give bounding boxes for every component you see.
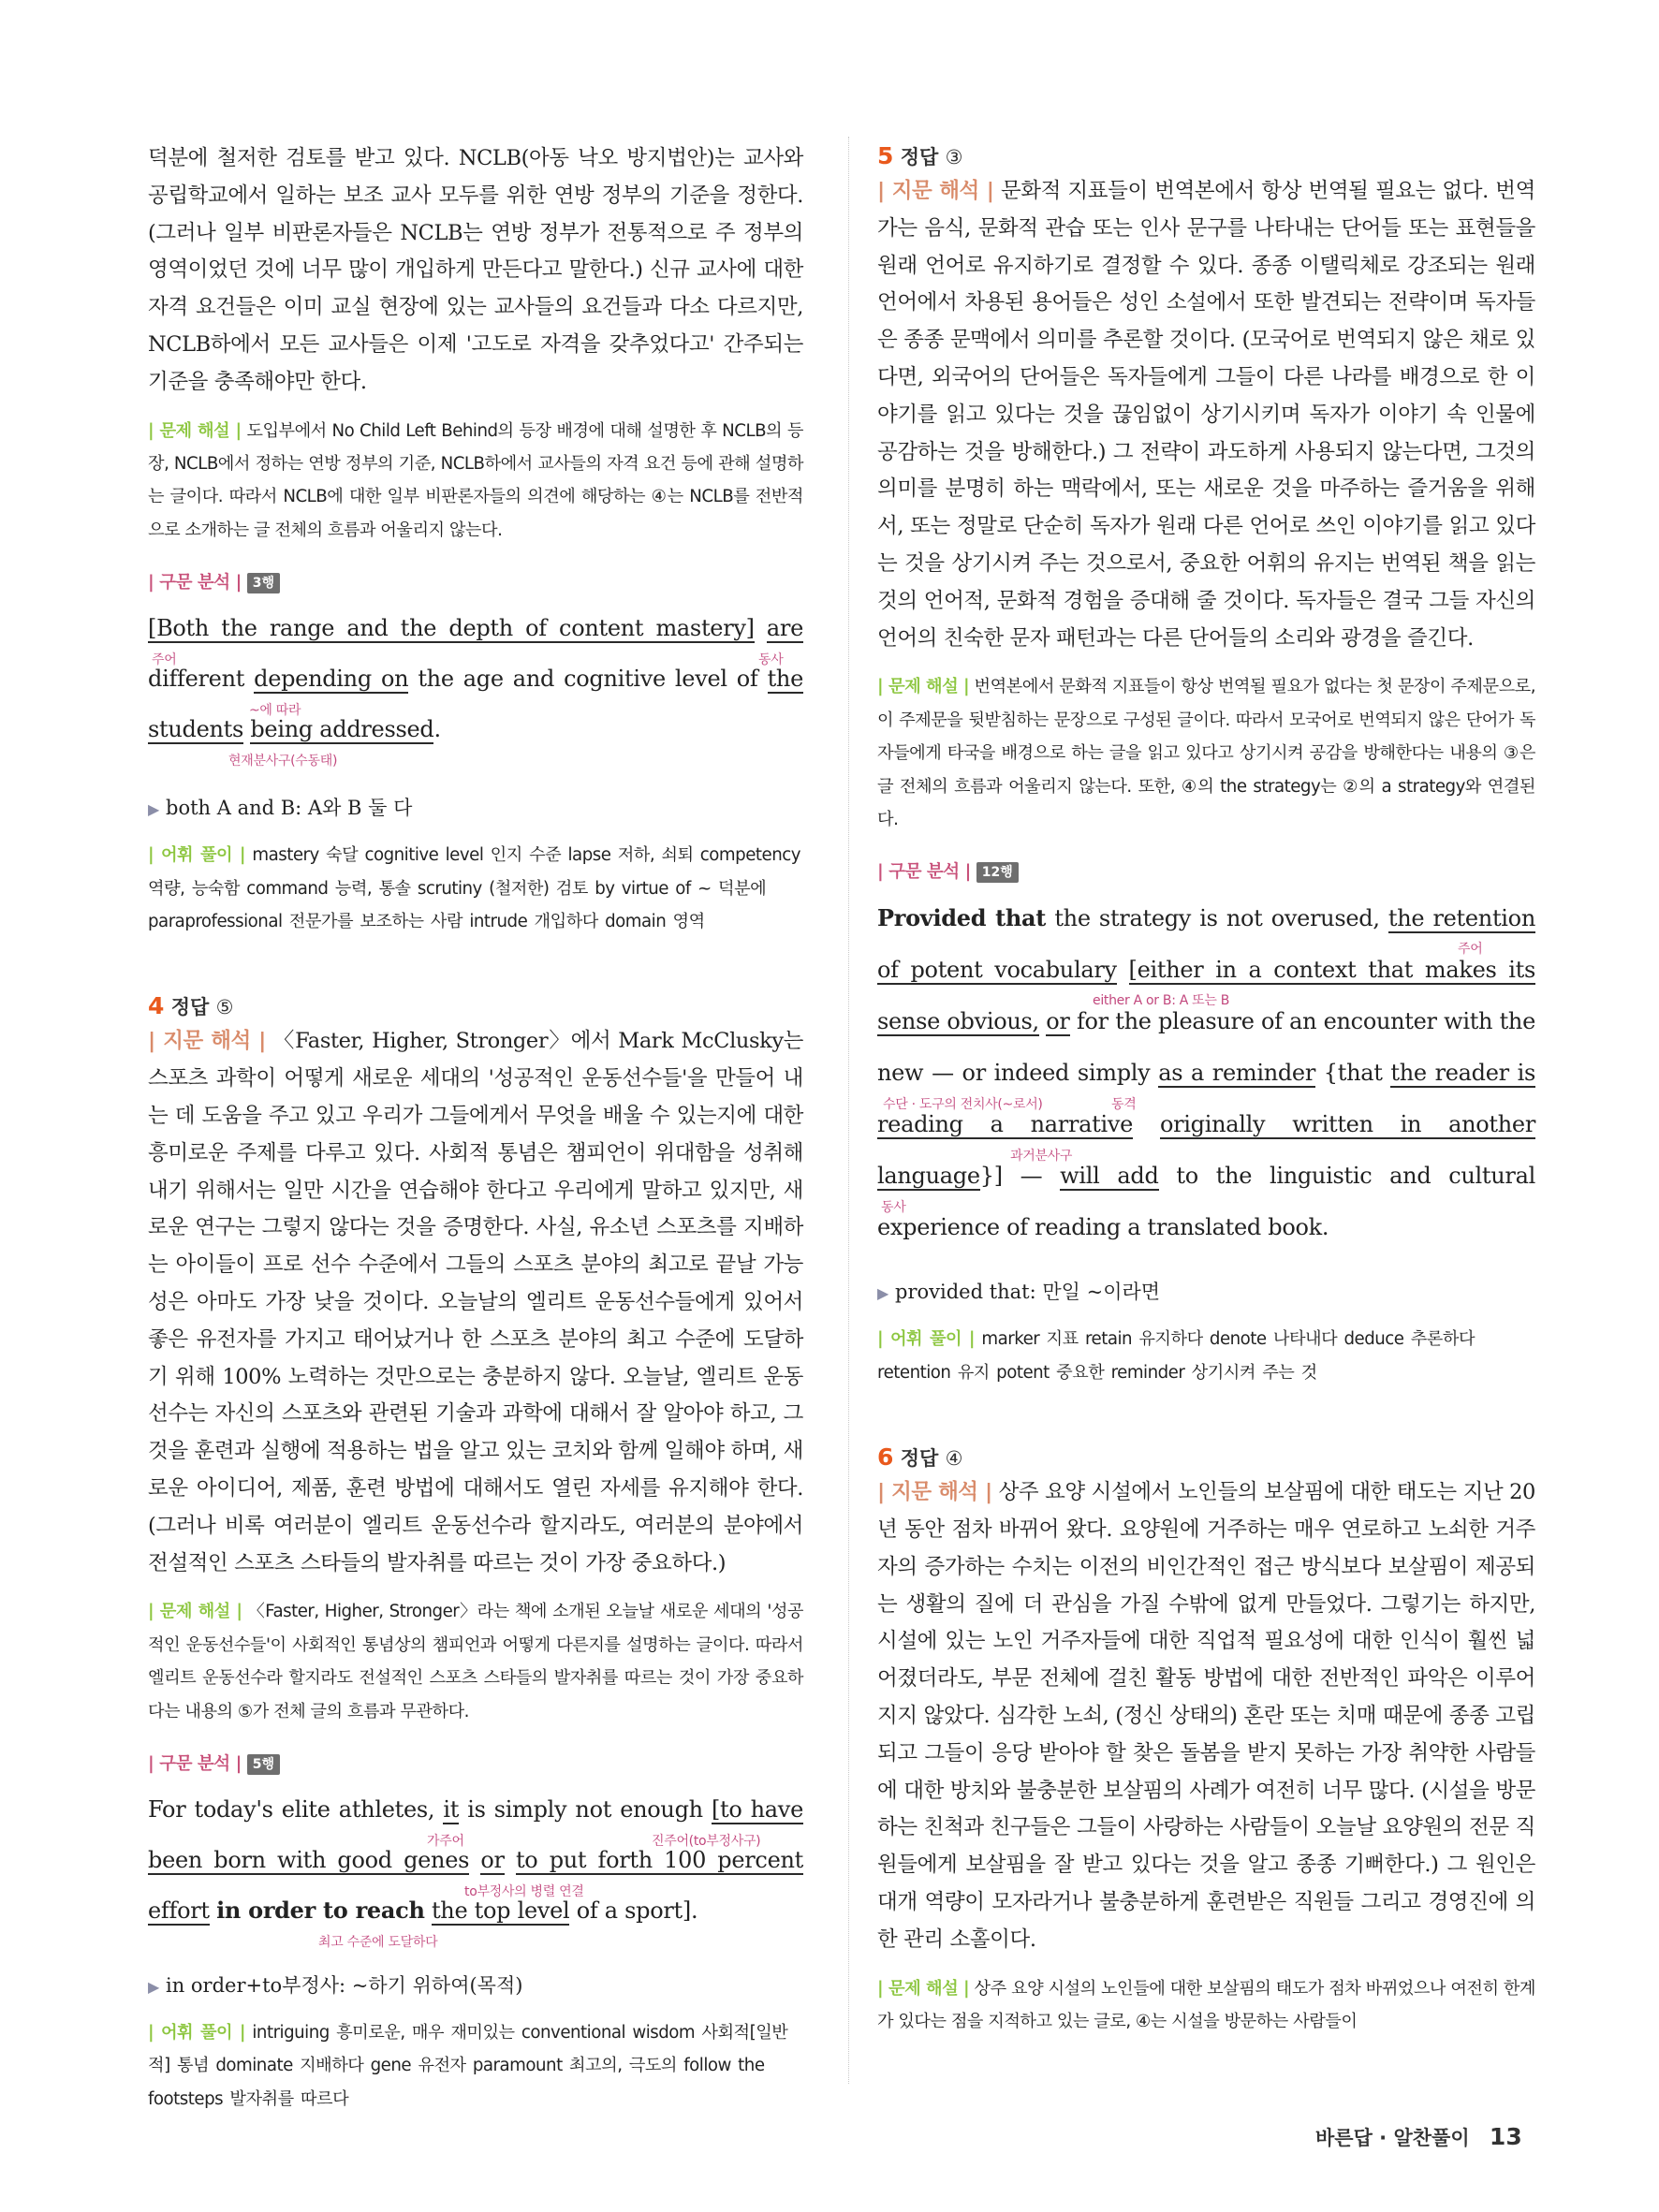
q4-in-order-to: in order to reach <box>216 1897 425 1924</box>
q3-ann-depending: ~에 따라 <box>249 703 301 719</box>
q5-text-13: to the linguistic and cultural experience of reading a translated book. <box>877 1163 1535 1241</box>
q4-ann-reach: 최고 수준에 도달하다 <box>318 1935 438 1950</box>
q5-answer: ③ <box>945 146 963 168</box>
q3-note-text: both A and B: A와 B 둘 다 <box>166 797 413 820</box>
q3-explain-text: 도입부에서 No Child Left Behind의 등장 배경에 대해 설명한 후 NCLB의 등장, NCLB에서 정하는 연방 정부의 기준, NCLB하에서 교사들의 자격 요건 등에 관해 설명하는 글이다. 따라서 NCLB에 대한 일부 비판론자들의 의견에 해당하는 ④는 NCLB를 전반적으로 소개하는 글 전체의 흐름과 어울리지 않는다. <box>148 420 803 540</box>
q4-grammar-heading <box>148 1749 803 1780</box>
q5-that: {that <box>1323 1060 1383 1087</box>
q5-explain-text: 번역본에서 문화적 지표들이 항상 번역될 필요가 없다는 첫 문장이 주제문으로, 이 주제문을 뒷받침하는 문장으로 구성된 글이다. 따라서 모국어로 번역되지 않은 단어가 독자들에게 타국을 배경으로 하는 글을 읽고 있다고 상기시켜 공감을 방해한다는 내용의 ③은 글 전체의 흐름과 어울리지 않는다. 또한, ④의 the strategy는 ②의 a strategy와 연결된다. <box>877 677 1535 829</box>
q3-vocab-tag: | 어휘 풀이 | <box>148 845 246 866</box>
q3-being-addressed: being addressed <box>250 716 434 743</box>
q3-ann-participle: 현재분사구(수동태) <box>228 754 338 769</box>
column-divider <box>848 137 849 2084</box>
q4-vocabulary <box>148 2016 803 2116</box>
note-arrow-icon: ▶ <box>148 800 160 819</box>
q4-passage-tag: | 지문 해석 | <box>148 1029 266 1054</box>
q3-ann-verb: 동사 <box>758 652 784 668</box>
left-column <box>148 140 803 2116</box>
q5-number: 5 <box>877 142 894 169</box>
q5-grammar-tag: | 구문 분석 | <box>877 862 971 883</box>
q4-grammar-sentence <box>148 1784 803 1950</box>
q4-note-text: in order+to부정사: ~하기 위하여(목적) <box>166 1974 523 1997</box>
q5-passage <box>877 173 1535 657</box>
q4-grammar-tag: | 구문 분석 | <box>148 1754 242 1774</box>
q5-explain-tag: | 문제 해설 | <box>877 677 970 697</box>
q5-or: or <box>1046 1008 1070 1035</box>
q4-or: or <box>480 1847 505 1873</box>
q4-vocab-tag: | 어휘 풀이 | <box>148 2023 246 2043</box>
q4-it: it <box>443 1796 460 1823</box>
q5-vocab-tag: | 어휘 풀이 | <box>877 1329 976 1350</box>
q3-text-3: different <box>148 666 245 693</box>
q4-ann-real-subject: 진주어(to부정사구) <box>652 1834 761 1849</box>
q3-vocabulary <box>148 839 803 938</box>
q3-line-badge: 3행 <box>247 573 280 593</box>
q6-answer: ④ <box>945 1447 963 1471</box>
q5-grammar-heading <box>877 857 1535 888</box>
q5-ann-subject: 주어 <box>1458 942 1483 958</box>
q6-explain-text: 상주 요양 시설의 노인들에 대한 보살핌의 태도가 점차 바뀌었으나 여전히 한계가 있다는 점을 지적하고 있는 글로, ④는 시설을 방문하는 사람들이 <box>877 1978 1535 2031</box>
q5-note-text: provided that: 만일 ~이라면 <box>895 1281 1161 1304</box>
q4-label: 정답 <box>170 996 210 1019</box>
q5-ann-means: 수단 · 도구의 전치사(~로서) <box>883 1097 1043 1113</box>
q4-vocab-text: intriguing 흥미로운, 매우 재미있는 conventional wisdom 사회적[일반적] 통념 dominate 지배하다 gene 유전자 paramount 최고의, 극도의 follow the footsteps 발자취를 따르다 <box>148 2023 788 2109</box>
q6-label: 정답 <box>900 1447 939 1471</box>
q6-answer-heading <box>877 1442 1535 1474</box>
q5-subject: the retention of potent vocabulary <box>877 905 1535 984</box>
q3-subject: [Both the range and the depth of content mastery] <box>148 615 755 642</box>
q4-explain-text: 〈Faster, Higher, Stronger〉라는 책에 소개된 오늘날 새로운 세대의 '성공적인 운동선수들'이 사회적인 통념상의 챔피언과 어떻게 다른지를 설명하는 글이다. 따라서 엘리트 운동선수라 할지라도 전설적인 스포츠 스타들의 발자취를 따르는 것이 가장 중요하다는 내용의 ⑤가 전체 글의 흐름과 무관하다. <box>148 1602 803 1721</box>
q4-passage-text: 〈Faster, Higher, Stronger〉에서 Mark McClusky는 스포츠 과학이 어떻게 새로운 세대의 '성공적인 운동선수들'을 만들어 내는 데 도움을 주고 있고 우리가 그들에게서 무엇을 배울 수 있는지에 대한 흥미로운 주제를 다루고 있다. 사회적 통념은 챔피언이 위대함을 성취해 내기 위해서는 일만 시간을 연습해야 한다고 우리에게 말하고 있지만, 새로운 연구는 그렇지 않다는 것을 증명한다. 사실, 유소년 스포츠를 지배하는 아이들이 프로 선수 수준에서 그들의 스포츠 분야의 최고로 끝날 가능성은 아마도 가장 낮을 것이다. 오늘날의 엘리트 운동선수들에게 있어서 좋은 유전자를 가지고 태어났거나 한 스포츠 분야의 최고 수준에 도달하기 위해 100% 노력하는 것만으로는 충분하지 않다. 오늘날, 엘리트 운동선수는 자신의 스포츠와 관련된 기술과 과학에 대해서 잘 알아야 하고, 그것을 훈련과 실행에 적용하는 법을 알고 있는 코치와 함께 일해야 하며, 새로운 아이디어, 제품, 훈련 방법에 대해서도 열린 자세를 유지해야 한다. (그러나 비록 여러분이 엘리트 운동선수라 할지라도, 여러분의 분야에서 전설적인 스포츠 스타들의 발자취를 따르는 것이 가장 중요하다.) <box>148 1029 803 1575</box>
q5-vocab-text: marker 지표 retain 유지하다 denote 나타내다 deduce 추론하다 retention 유지 potent 중요한 reminder 상기시켜 주는 것 <box>877 1329 1475 1383</box>
note-arrow-icon: ▶ <box>877 1284 889 1303</box>
q5-text-11: }] — <box>979 1163 1043 1190</box>
q4-infinitive-2: to put forth 100 percent effort <box>148 1847 803 1924</box>
q4-answer: ⑤ <box>215 996 234 1019</box>
q6-explanation <box>877 1972 1535 2039</box>
q5-ann-either: either A or B: A 또는 B <box>1093 993 1230 1009</box>
q3-grammar-note <box>148 792 803 826</box>
q3-explanation <box>148 415 803 548</box>
q5-as-a-reminder: as a reminder <box>1158 1060 1316 1087</box>
q3-grammar-heading <box>148 567 803 599</box>
q5-either: [either in a context that makes its sense obvious, <box>877 957 1535 1035</box>
q4-text-9: of a sport]. <box>576 1897 698 1924</box>
q4-ann-parallel: to부정사의 병렬 연결 <box>464 1884 584 1899</box>
q5-answer-heading <box>877 140 1535 173</box>
q4-number: 4 <box>148 992 165 1020</box>
q4-line-badge: 5행 <box>247 1754 280 1775</box>
page-footer <box>1315 2123 1522 2151</box>
q5-explanation <box>877 670 1535 836</box>
q4-text-1: For today's elite athletes, <box>148 1796 435 1823</box>
q6-passage <box>877 1474 1535 1958</box>
q4-top-level: the top level <box>431 1897 570 1924</box>
q6-explain-tag: | 문제 해설 | <box>877 1978 970 1999</box>
q4-infinitive-1: [to have been born with good genes <box>148 1796 803 1873</box>
passage-tail: 덕분에 철저한 검토를 받고 있다. NCLB(아동 낙오 방지법안)는 교사와 공립학교에서 일하는 보조 교사 모두를 위한 연방 정부의 기준을 정한다. (그러나 일부 비판론자들은 NCLB는 연방 정부가 전통적으로 주 정부의 영역이었던 것에 너무 많이 개입하게 만든다고 말한다.) 신규 교사에 대한 자격 요건들은 이미 교실 현장에 있는 교사들의 요건들과 다소 다르지만, NCLB하에서 모든 교사들은 이제 '고도로 자격을 갖추었다고' 간주되는 기준을 충족해야만 한다. <box>148 146 803 394</box>
right-column <box>877 140 1535 2038</box>
footer-title: 바른답 · 알찬풀이 <box>1315 2127 1470 2149</box>
q5-past-participle: originally written in another language <box>877 1111 1536 1190</box>
q3-explain-tag: | 문제 해설 | <box>148 420 242 441</box>
q4-grammar-note <box>148 1970 803 2003</box>
q3-period: . <box>433 716 441 743</box>
q5-grammar-sentence <box>877 892 1535 1253</box>
q5-passage-text: 문화적 지표들이 번역본에서 항상 번역될 필요는 없다. 번역가는 음식, 문화적 관습 또는 인사 문구를 나타내는 단어들 또는 표현들을 원래 언어로 유지하기로 결정할 수 있다. 종종 이탤릭체로 강조되는 원래 언어에서 차용된 용어들은 성인 소설에서 또한 발견되는 전략이며 독자들은 종종 문맥에서 의미를 추론할 것이다. (모국어로 번역되지 않은 채로 있다면, 외국어의 단어들은 독자들에게 그들이 다른 나라를 배경으로 한 이야기를 읽고 있다는 것을 끊임없이 상기시키며 독자가 이야기 속 인물에 공감하는 것을 방해한다.) 그 전략이 과도하게 사용되지 않는다면, 그것의 의미를 분명히 하는 맥락에서, 또는 새로운 것을 마주하는 즐거움을 위해서, 또는 정말로 단순히 독자가 원래 다른 언어로 쓰인 이야기를 읽고 있다는 것을 상기시켜 주는 것으로서, 중요한 어휘의 유지는 번역된 책을 읽는 것의 언어적, 문화적 경험을 증대해 줄 것이다. 독자들은 결국 그들 자신의 언어의 친숙한 문자 패턴과는 다른 단어들의 소리와 광경을 즐긴다. <box>877 179 1535 651</box>
q5-label: 정답 <box>900 146 939 168</box>
q6-passage-text: 상주 요양 시설에서 노인들의 보살핌에 대한 태도는 지난 20년 동안 점차 바뀌어 왔다. 요양원에 거주하는 매우 연로하고 노쇠한 거주자의 증가하는 수치는 이전의 비인간적인 접근 방식보다 보살핌이 제공되는 생활의 질에 더 관심을 가질 수밖에 없게 만들었다. 그렇기는 하지만, 시설에 있는 노인 거주자들에 대한 직업적 필요성에 대한 인식이 훨씬 넓어졌더라도, 부문 전체에 걸친 활동 방법에 대한 전반적인 파악은 이루어지지 않았다. 심각한 노쇠, (정신 상태의) 혼란 또는 치매 때문에 종종 고립되고 그들이 응당 받아야 할 찾은 돌봄을 받지 못하는 가장 취약한 사람들에 대한 방치와 불충분한 보살핌의 사례가 여전히 너무 많다. (시설을 방문하는 친척과 친구들은 그들이 사랑하는 사람들이 오늘날 요양원의 전문 직원들에게 보살핌을 잘 받고 있다는 것을 알고 종종 기뻐한다.) 그 원인은 대개 역량이 모자라거나 불충분하게 훈련받은 직원들 그리고 경영진에 의한 관리 소홀이다. <box>877 1480 1535 1952</box>
q6-passage-tag: | 지문 해석 | <box>877 1480 992 1505</box>
q5-line-badge: 12행 <box>976 862 1019 883</box>
q3-ann-subject: 주어 <box>152 652 177 668</box>
q4-passage <box>148 1023 803 1582</box>
q3-grammar-sentence <box>148 603 803 769</box>
q3-text-5: the age and cognitive level of <box>418 666 758 693</box>
q3-vocab-text: mastery 숙달 cognitive level 인지 수준 lapse 저하, 쇠퇴 competency 역량, 능숙함 command 능력, 통솔 scrutiny (철저한) 검토 by virtue of ~ 덕분에 paraprofessional 전문가를 보조하는 사람 intrude 개입하다 domain 영역 <box>148 845 800 932</box>
q5-ann-verb: 동사 <box>881 1200 906 1216</box>
q5-text-6: for the pleasure of an encounter with the new — or indeed simply <box>877 1008 1535 1087</box>
q5-verb: will add <box>1060 1163 1159 1190</box>
q4-ann-fake-subject: 가주어 <box>427 1834 464 1849</box>
q3-verb: are <box>766 615 803 642</box>
q5-passage-tag: | 지문 해석 | <box>877 179 994 203</box>
q5-provided-that: Provided that <box>877 904 1047 932</box>
q5-ann-appositive: 동격 <box>1111 1097 1137 1113</box>
q5-text-2: the strategy is not overused, <box>1054 905 1380 932</box>
q6-number: 6 <box>877 1443 894 1472</box>
note-arrow-icon: ▶ <box>148 1978 160 1996</box>
q5-appositive: the reader is reading a narrative <box>877 1060 1535 1138</box>
q5-ann-past-participle: 과거분사구 <box>1010 1149 1073 1165</box>
q4-explanation <box>148 1595 803 1728</box>
q3-grammar-tag: | 구문 분석 | <box>148 573 242 593</box>
q3-the-students: the students <box>148 666 803 743</box>
q4-text-3: is simply not enough <box>467 1796 703 1823</box>
page-number: 13 <box>1489 2123 1522 2150</box>
q3-depending-on: depending on <box>254 666 409 693</box>
q5-vocabulary <box>877 1323 1535 1389</box>
q4-answer-heading <box>148 990 803 1023</box>
q4-explain-tag: | 문제 해설 | <box>148 1602 242 1622</box>
q5-grammar-note <box>877 1276 1535 1310</box>
